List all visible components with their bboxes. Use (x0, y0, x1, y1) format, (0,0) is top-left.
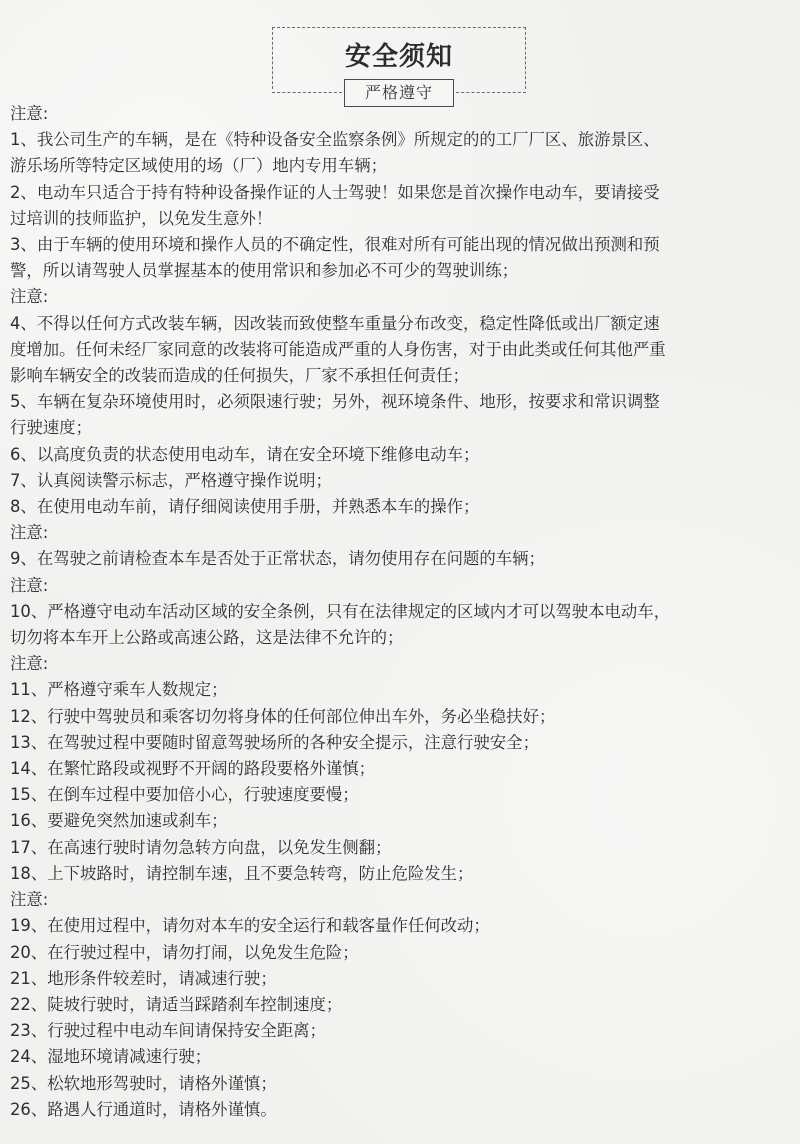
notice-line: 5、车辆在复杂环境使用时，必须限速行驶；另外，视环境条件、地形，按要求和常识调整 (10, 392, 660, 412)
notice-line: 19、在使用过程中，请勿对本车的安全运行和载客量作任何改动； (10, 916, 490, 936)
notice-line: 15、在倒车过程中要加倍小心，行驶速度要慢； (10, 785, 359, 805)
notice-line: 4、不得以任何方式改装车辆，因改装而致使整车重量分布改变，稳定性降低或出厂额定速 (10, 313, 660, 333)
notice-line: 6、以高度负责的状态使用电动车，请在安全环境下维修电动车； (10, 444, 480, 464)
notice-line: 25、松软地形驾驶时，请格外谨慎； (10, 1073, 277, 1093)
notice-line: 注意: (10, 575, 49, 595)
notice-line: 20、在行驶过程中，请勿打闹，以免发生危险； (10, 942, 359, 962)
notice-line: 切勿将本车开上公路或高速公路，这是法律不允许的； (10, 628, 404, 648)
notice-line: 注意: (10, 890, 49, 910)
notice-line: 注意: (10, 287, 49, 307)
notice-line: 12、行驶中驾驶员和乘客切勿将身体的任何部位伸出车外，务必坐稳扶好； (10, 706, 556, 726)
notice-line: 游乐场所等特定区域使用的场（厂）地内专用车辆； (10, 156, 387, 176)
subtitle-divider-right (456, 92, 526, 93)
notice-line: 注意: (10, 104, 49, 123)
notice-line: 24、湿地环境请减速行驶； (10, 1047, 212, 1067)
notice-line: 过培训的技师监护，以免发生意外！ (10, 208, 273, 228)
notice-line: 26、路遇人行通道时，请格外谨慎。 (10, 1099, 277, 1119)
notice-line: 16、要避免突然加速或刹车； (10, 811, 228, 831)
notice-line: 度增加。任何未经厂家同意的改装将可能造成严重的人身伤害，对于由此类或任何其他严重 (10, 339, 666, 359)
notice-line: 9、在驾驶之前请检查本车是否处于正常状态，请勿使用存在问题的车辆； (10, 549, 545, 569)
page-title: 安全须知 (344, 42, 453, 72)
notice-line: 8、在使用电动车前，请仔细阅读使用手册，并熟悉本车的操作； (10, 497, 480, 517)
notice-line: 10、严格遵守电动车活动区域的安全条例，只有在法律规定的区域内才可以驾驶本电动车， (10, 601, 671, 621)
notice-line: 14、在繁忙路段或视野不开阔的路段要格外谨慎； (10, 759, 376, 779)
notice-line: 影响车辆安全的改装而造成的任何损失，厂家不承担任何责任； (10, 366, 469, 386)
notice-line: 注意: (10, 654, 49, 674)
notice-line: 注意: (10, 523, 49, 543)
notice-line: 18、上下坡路时，请控制车速，且不要急转弯，防止危险发生； (10, 863, 474, 883)
notice-line: 3、由于车辆的使用环境和操作人员的不确定性，很难对所有可能出现的情况做出预测和预 (10, 235, 660, 255)
notice-line: 13、在驾驶过程中要随时留意驾驶场所的各种安全提示，注意行驶安全； (10, 732, 539, 752)
notice-line: 22、陡坡行驶时，请适当踩踏刹车控制速度； (10, 994, 343, 1014)
notice-list (10, 101, 792, 1123)
notice-line: 23、行驶过程中电动车间请保持安全距离； (10, 1021, 326, 1041)
notice-line: 警，所以请驾驶人员掌握基本的使用常识和参加必不可少的驾驶训练； (10, 261, 519, 281)
notice-line: 2、电动车只适合于持有特种设备操作证的人士驾驶！如果您是首次操作电动车，要请接受 (10, 182, 660, 202)
subtitle-divider-left (272, 92, 342, 93)
notice-line: 17、在高速行驶时请勿急转方向盘，以免发生侧翻； (10, 837, 392, 857)
page-subtitle: 严格遵守 (344, 79, 454, 107)
notice-line: 7、认真阅读警示标志，严格遵守操作说明； (10, 470, 332, 490)
notice-line: 11、严格遵守乘车人数规定； (10, 680, 228, 700)
notice-line: 21、地形条件较差时，请减速行驶； (10, 968, 277, 988)
notice-line: 行驶速度； (10, 418, 92, 438)
notice-line: 1、我公司生产的车辆，是在《特种设备安全监察条例》所规定的的工厂厂区、旅游景区、 (10, 130, 660, 150)
